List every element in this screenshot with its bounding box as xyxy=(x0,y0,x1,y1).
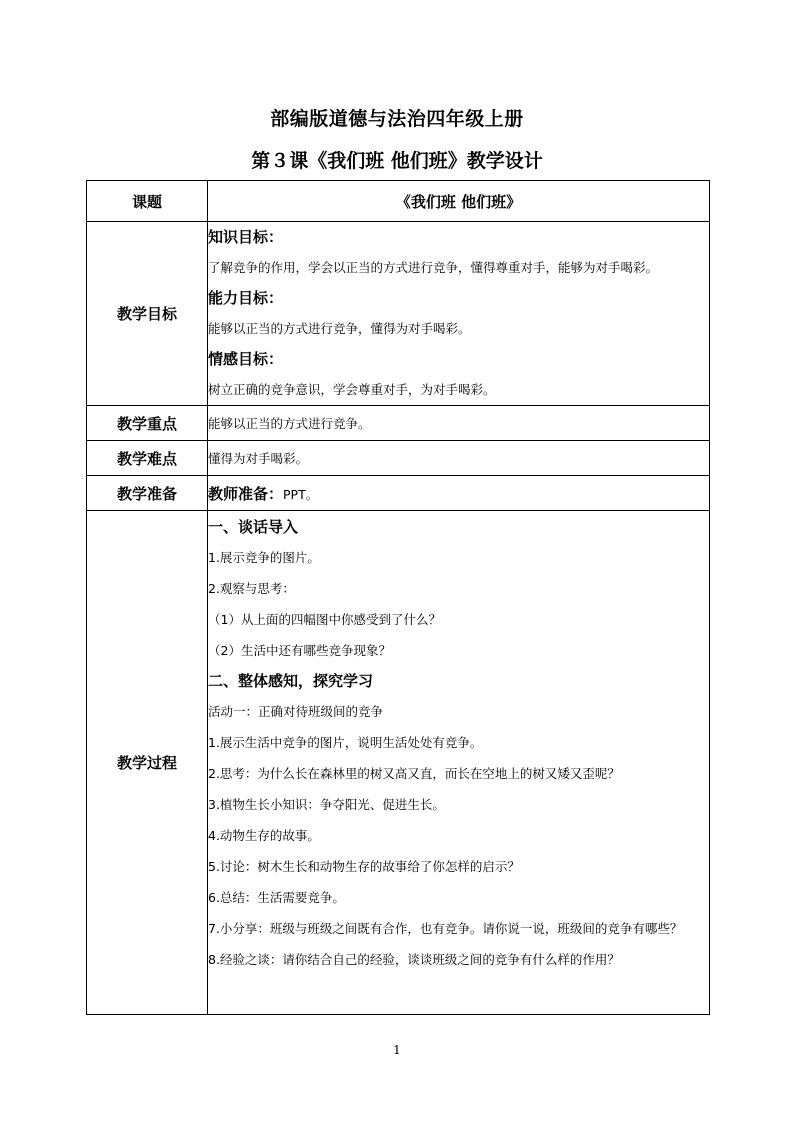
preparation-heading: 教师准备： xyxy=(208,484,284,503)
goals-label: 教学目标 xyxy=(87,222,208,406)
table-row-difficulty xyxy=(87,441,710,476)
process-line: 1.展示竞争的图片。 xyxy=(208,550,320,565)
process-line: （1）从上面的四幅图中你感受到了什么？ xyxy=(208,612,441,627)
process-line: （2）生活中还有哪些竞争现象？ xyxy=(208,643,391,658)
process-line: 7.小分享：班级与班级之间既有合作，也有竞争。请你说一说，班级间的竞争有哪些？ xyxy=(208,921,683,936)
process-line: 1.展示生活中竞争的图片，说明生活处处有竞争。 xyxy=(208,735,483,750)
process-section-1-heading: 一、谈话导入 xyxy=(208,518,299,536)
key-point-label: 教学重点 xyxy=(87,406,208,441)
process-line: 4.动物生存的故事。 xyxy=(208,828,320,843)
process-label: 教学过程 xyxy=(87,511,208,1015)
table-row-course xyxy=(87,181,710,222)
document-title: 部编版道德与法治四年级上册 xyxy=(270,108,524,130)
ability-goal-heading: 能力目标： xyxy=(208,289,284,307)
table-row-process xyxy=(87,511,710,1015)
page-number: 1 xyxy=(393,1043,401,1057)
process-line: 活动一：正确对待班级间的竞争 xyxy=(208,704,384,719)
process-line: 3.植物生长小知识：争夺阳光、促进生长。 xyxy=(208,797,445,812)
emotion-goal-heading: 情感目标： xyxy=(208,350,284,368)
lesson-plan-table xyxy=(86,180,710,1015)
knowledge-goal-heading: 知识目标： xyxy=(208,228,284,246)
knowledge-goal-text: 了解竞争的作用，学会以正当的方式进行竞争，懂得尊重对手，能够为对手喝彩。 xyxy=(208,260,659,275)
preparation-label: 教学准备 xyxy=(87,476,208,511)
course-name: 《我们班 他们班》 xyxy=(208,181,710,222)
key-point-text: 能够以正当的方式进行竞争。 xyxy=(208,406,710,441)
process-line: 8.经验之谈：请你结合自己的经验，谈谈班级之间的竞争有什么样的作用？ xyxy=(208,952,620,967)
process-line: 5.讨论：树木生长和动物生存的故事给了你怎样的启示？ xyxy=(208,859,520,874)
lesson-title: 第３课《我们班 他们班》教学设计 xyxy=(251,150,543,172)
table-row-goals xyxy=(87,222,710,406)
preparation-content xyxy=(208,476,710,511)
table-row-key-point xyxy=(87,406,710,441)
ability-goal-text: 能够以正当的方式进行竞争，懂得为对手喝彩。 xyxy=(208,321,471,336)
goals-content xyxy=(208,222,710,406)
emotion-goal-text: 树立正确的竞争意识，学会尊重对手，为对手喝彩。 xyxy=(208,382,496,397)
table-row-preparation xyxy=(87,476,710,511)
process-line: 2.思考：为什么长在森林里的树又高又直，而长在空地上的树又矮又歪呢？ xyxy=(208,766,620,781)
process-line: 6.总结：生活需要竞争。 xyxy=(208,890,345,905)
preparation-text: PPT。 xyxy=(283,486,319,502)
difficulty-text: 懂得为对手喝彩。 xyxy=(208,441,710,476)
process-line: 2.观察与思考： xyxy=(208,581,295,596)
course-label: 课题 xyxy=(87,181,208,222)
process-content xyxy=(208,511,710,1015)
process-section-2-heading: 二、整体感知，探究学习 xyxy=(208,672,374,690)
difficulty-label: 教学难点 xyxy=(87,441,208,476)
